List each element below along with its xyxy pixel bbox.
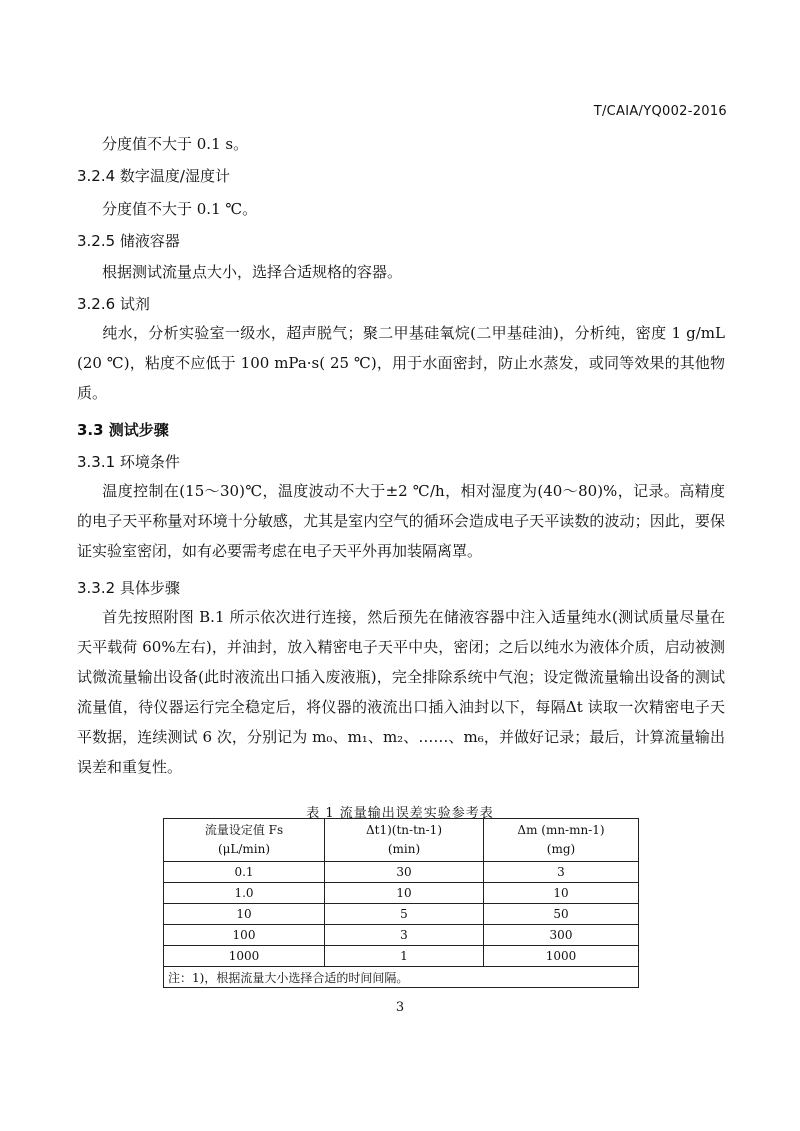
table-cell: 30 — [325, 862, 484, 883]
table-cell: 1000 — [164, 946, 325, 967]
table-cell: 3 — [325, 925, 484, 946]
table-cell: 3 — [484, 862, 639, 883]
heading-3-2-5: 3.2.5 储液容器 — [77, 232, 180, 250]
heading-3-2-4: 3.2.4 数字温度/湿度计 — [77, 167, 230, 185]
table-cell: 10 — [325, 883, 484, 904]
table-cell: 100 — [164, 925, 325, 946]
table-row — [164, 925, 639, 946]
environment-paragraph: 温度控制在(15～30)℃，温度波动不大于±2 ℃/h，相对湿度为(40～80)%，记录。高精度的电子天平称量对环境十分敏感，尤其是室内空气的循环会造成电子天平读数的波动；因此，要保证实验室密闭，如有必要需考虑在电子天平外再加装隔离罩。 — [77, 482, 725, 560]
table-row — [164, 904, 639, 925]
table-caption: 表 1 流量输出误差实验参考表 — [306, 806, 494, 821]
heading-3-3-2: 3.3.2 具体步骤 — [77, 579, 180, 597]
heading-3-2-6: 3.2.6 试剂 — [77, 295, 150, 313]
flow-error-table — [163, 818, 639, 988]
table-cell: 5 — [325, 904, 484, 925]
table-cell: 1000 — [484, 946, 639, 967]
table-note-row — [164, 967, 639, 988]
table-cell: 10 — [164, 904, 325, 925]
table-row — [164, 946, 639, 967]
table-cell: 300 — [484, 925, 639, 946]
standard-code: T/CAIA/YQ002-2016 — [593, 104, 727, 119]
procedure-paragraph: 首先按照附图 B.1 所示依次进行连接，然后预先在储液容器中注入适量纯水(测试质量尽量在天平载荷 60%左右)，并油封，放入精密电子天平中央，密闭；之后以纯水为液体介质，启动被测试微流量输出设备(此时液流出口插入废液瓶)，完全排除系统中气泡；设定微流量输出设备的测试流量值，待仪器运行完全稳定后，将仪器的液流出口插入油封以下，每隔Δt 读取一次精密电子天平数据，连续测试 6 次，分别记为 m₀、m₁、m₂、……、m₆，并做好记录；最后，计算流量输出误差和重复性。 — [77, 608, 725, 776]
table-cell: 50 — [484, 904, 639, 925]
resolution-text-2: 分度值不大于 0.1 ℃。 — [102, 200, 258, 218]
page-number: 3 — [395, 1000, 405, 1015]
table-row — [164, 883, 639, 904]
resolution-text-1: 分度值不大于 0.1 s。 — [102, 135, 249, 153]
heading-3-3: 3.3 测试步骤 — [77, 421, 169, 439]
table-cell: 0.1 — [164, 862, 325, 883]
table-header-row — [164, 819, 639, 862]
table-cell: 1.0 — [164, 883, 325, 904]
table-row — [164, 862, 639, 883]
reagent-paragraph: 纯水，分析实验室一级水，超声脱气；聚二甲基硅氧烷(二甲基硅油)，分析纯，密度 1 g/mL (20 ℃)，粘度不应低于 100 mPa·s( 25 ℃)，用于水面密封，防止水蒸发，或同等效果的其他物质。 — [77, 324, 725, 402]
header-time-interval: Δt1)(tn-tn-1) (min) — [325, 819, 484, 862]
heading-3-3-1: 3.3.1 环境条件 — [77, 453, 180, 471]
table-cell: 1 — [325, 946, 484, 967]
table-cell: 10 — [484, 883, 639, 904]
header-flow-setpoint: 流量设定值 Fs (μL/min) — [164, 819, 325, 862]
header-mass-difference: Δm (mn-mn-1) (mg) — [484, 819, 639, 862]
container-text: 根据测试流量点大小，选择合适规格的容器。 — [102, 263, 403, 281]
table-note: 注：1)，根据流量大小选择合适的时间间隔。 — [164, 967, 639, 988]
